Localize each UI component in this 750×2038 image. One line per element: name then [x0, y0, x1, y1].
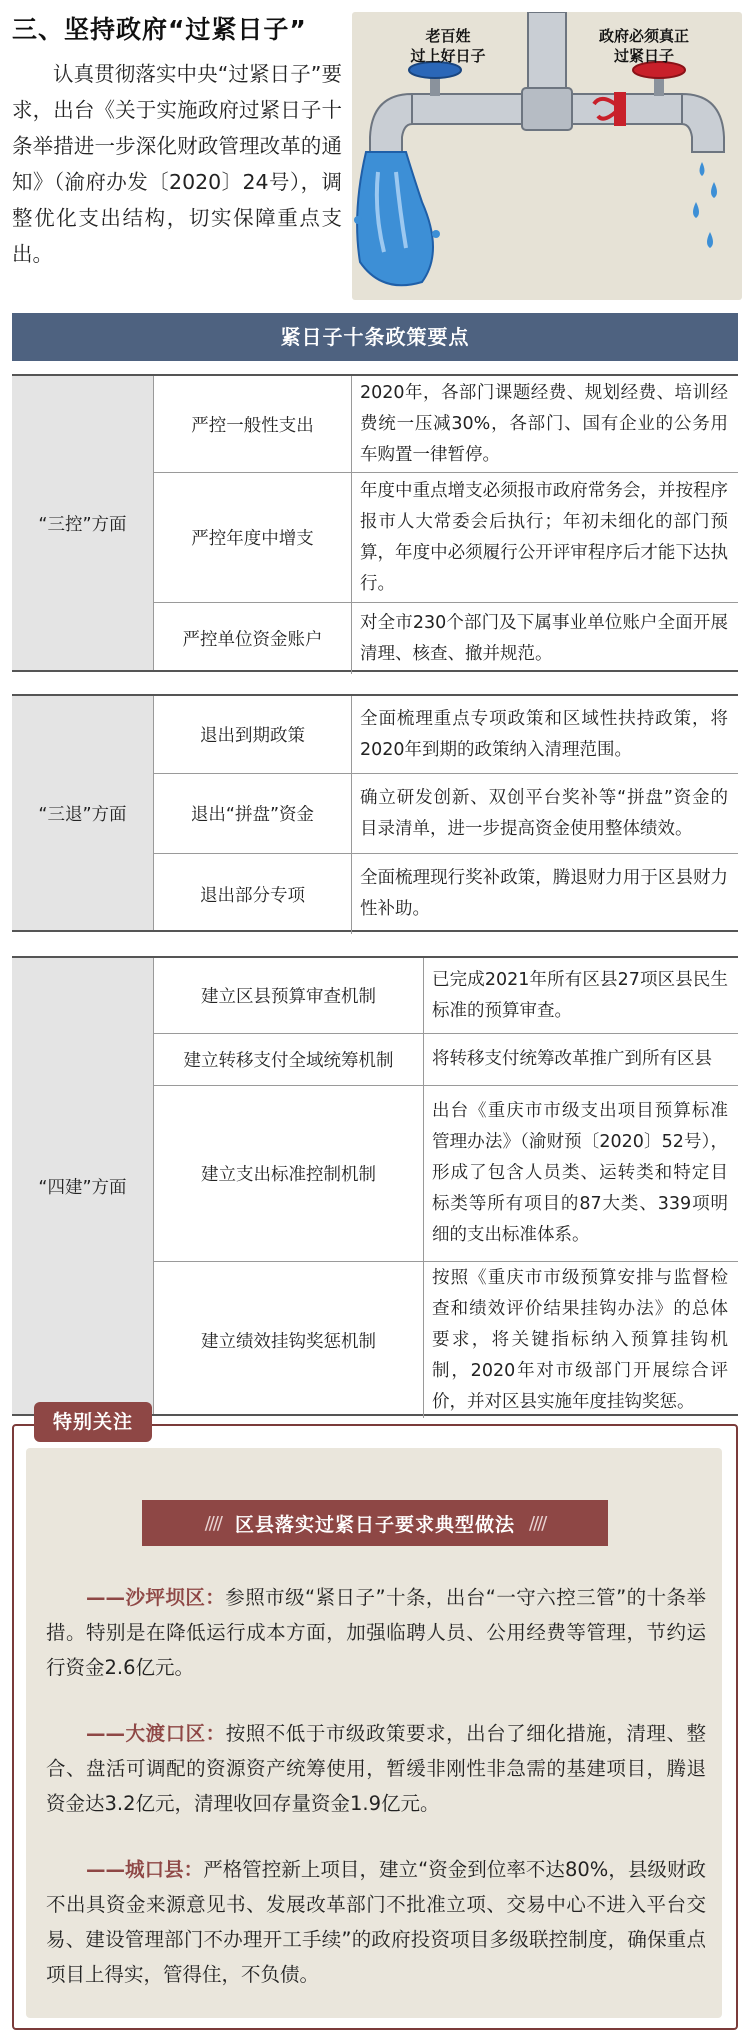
- item-name: 建立转移支付全域统筹机制: [154, 1034, 424, 1085]
- table-row: [154, 1086, 738, 1262]
- case-text: 参照市级“紧日子”十条，出台“一守六控三管”的十条举措。特别是在降低运行成本方面，加强临聘人员、公用经费等管理，节约运行资金2.6亿元。: [46, 1586, 706, 1679]
- item-name: 严控一般性支出: [154, 376, 352, 472]
- item-desc: 已完成2021年所有区县27项区县民生标准的预算审查。: [432, 969, 728, 1021]
- policy-group-2: [12, 694, 738, 932]
- policy-group-3: [12, 956, 738, 1416]
- illustration-right-caption: 政府必须真正 过紧日子: [598, 27, 689, 65]
- item-name: 严控年度中增支: [154, 473, 352, 602]
- item-desc: 出台《重庆市市级支出项目预算标准管理办法》（渝财预〔2020〕52号），形成了包含人员类、运转类和特定目标类等所有项目的87大类、339项明细的支出标准体系。: [432, 1101, 728, 1245]
- item-desc: 将转移支付统筹改革推广到所有区县: [432, 1049, 712, 1069]
- item-name: 建立绩效挂钩奖惩机制: [154, 1262, 424, 1418]
- case-dadukou: [46, 1716, 706, 1821]
- policy-table-title: 紧日子十条政策要点: [12, 313, 738, 361]
- heading-decor-right: ////: [529, 1512, 546, 1534]
- policy-group-1: [12, 374, 738, 672]
- group-label: “三退”方面: [12, 696, 154, 930]
- case-lead: ——沙坪坝区：: [86, 1586, 226, 1609]
- case-text: 严格管控新上项目，建立“资金到位率不达80%，县级财政不出具资金来源意见书、发展改革部门不批准立项、交易中心不进入平台交易、建设管理部门不办理开工手续”的政府投资项目多级联控制度，确保重点项目上得实，管得住，不负债。: [46, 1858, 706, 1986]
- heading-decor-left: ////: [204, 1512, 221, 1534]
- table-row: [154, 774, 738, 854]
- special-attention-tab: 特别关注: [34, 1402, 152, 1442]
- table-row: [154, 376, 738, 473]
- item-name: 退出部分专项: [154, 854, 352, 934]
- item-name: 严控单位资金账户: [154, 603, 352, 674]
- item-name: 退出到期政策: [154, 696, 352, 773]
- case-lead: ——城口县：: [86, 1858, 204, 1881]
- special-heading-text: 区县落实过紧日子要求典型做法: [234, 1513, 515, 1536]
- item-desc: 全面梳理重点专项政策和区域性扶持政策，将2020年到期的政策纳入清理范围。: [360, 708, 728, 760]
- item-name: 建立区县预算审查机制: [154, 958, 424, 1033]
- item-desc: 按照《重庆市市级预算安排与监督检查和绩效评价结果挂钩办法》的总体要求，将关键指标纳入预算挂钩机制，2020年对市级部门开展综合评价，并对区县实施年度挂钩奖惩。: [432, 1267, 728, 1412]
- table-row: [154, 473, 738, 603]
- item-desc: 年度中重点增支必须报市政府常务会，并按程序报市人大常委会后执行；年初未细化的部门预算，年度中必须履行公开评审程序后才能下达执行。: [360, 480, 728, 594]
- case-chengkou: [46, 1852, 706, 1992]
- table-row: [154, 958, 738, 1034]
- top-section: [0, 0, 750, 300]
- intro-paragraph: 认真贯彻落实中央“过紧日子”要求，出台《关于实施政府过紧日子十条举措进一步深化财政管理改革的通知》（渝府办发〔2020〕24号），调整优化支出结构，切实保障重点支出。: [12, 62, 342, 266]
- item-desc: 全面梳理现行奖补政策，腾退财力用于区县财力性补助。: [360, 868, 728, 919]
- special-heading: [142, 1500, 608, 1546]
- section-title: 三、坚持政府“过紧日子”: [12, 15, 307, 44]
- item-name: 退出“拼盘”资金: [154, 774, 352, 853]
- table-row: [154, 1262, 738, 1418]
- table-row: [154, 696, 738, 774]
- table-row: [154, 603, 738, 674]
- item-name: 建立支出标准控制机制: [154, 1086, 424, 1261]
- case-lead: ——大渡口区：: [86, 1722, 226, 1745]
- table-row: [154, 1034, 738, 1086]
- table-row: [154, 854, 738, 934]
- faucet-illustration: [352, 12, 742, 300]
- illustration-left-caption: 老百姓 过上好日子: [410, 27, 486, 65]
- item-desc: 2020年，各部门课题经费、规划经费、培训经费统一压减30%，各部门、国有企业的公务用车购置一律暂停。: [360, 382, 728, 465]
- item-desc: 确立研发创新、双创平台奖补等“拼盘”资金的目录清单，进一步提高资金使用整体绩效。: [360, 787, 728, 839]
- group-label: “四建”方面: [12, 958, 154, 1414]
- group-label: “三控”方面: [12, 376, 154, 670]
- item-desc: 对全市230个部门及下属事业单位账户全面开展清理、核查、撤并规范。: [360, 612, 728, 664]
- case-text: 按照不低于市级政策要求，出台了细化措施，清理、整合、盘活可调配的资源资产统筹使用，暂缓非刚性非急需的基建项目，腾退资金达3.2亿元，清理收回存量资金1.9亿元。: [46, 1722, 706, 1815]
- case-shapingba: [46, 1580, 706, 1685]
